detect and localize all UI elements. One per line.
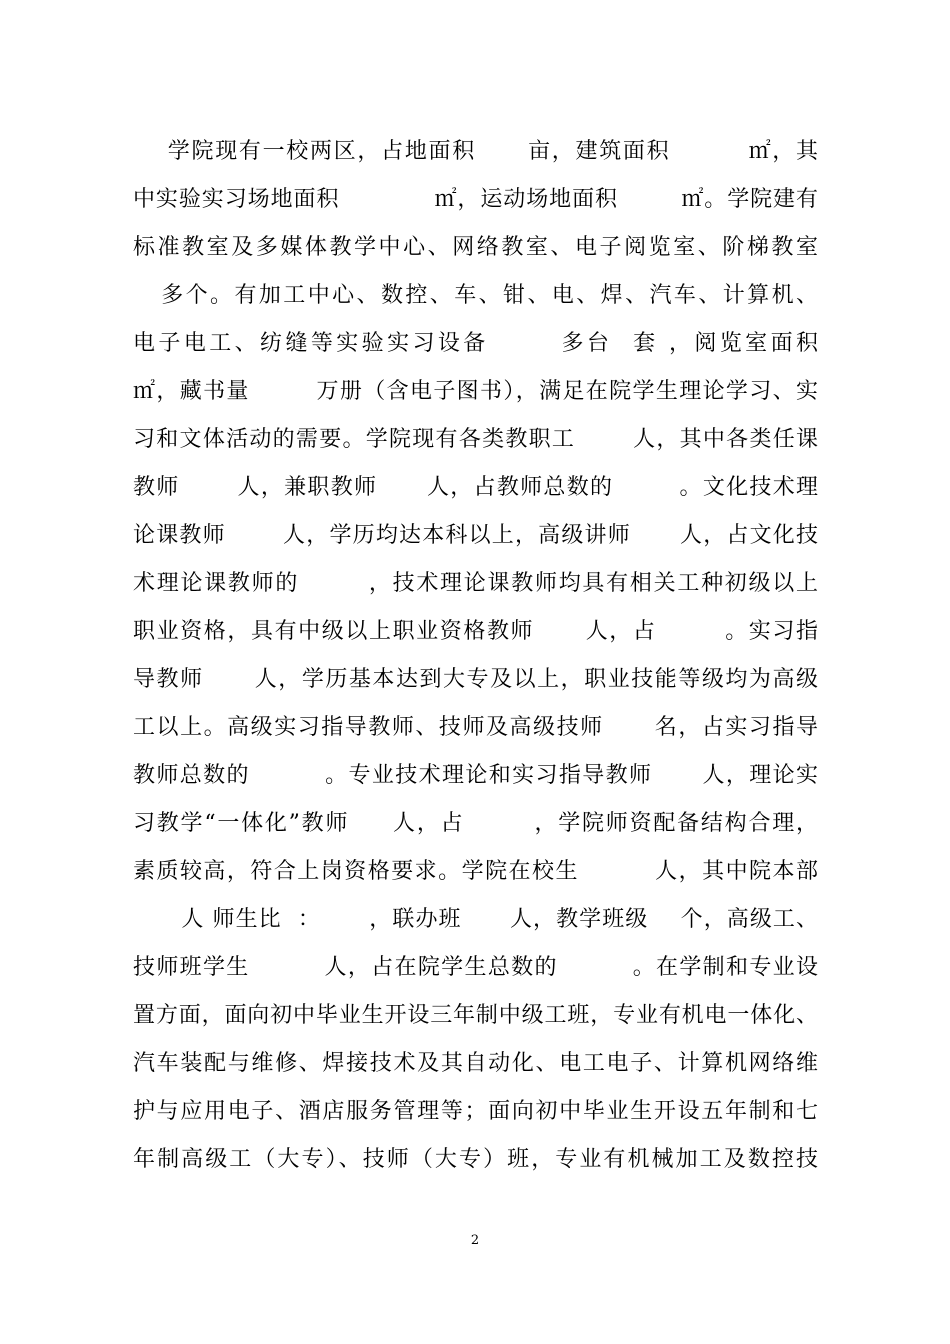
paragraph-line: 论课教师 人，学历均达本科以上，高级讲师 人，占文化技 xyxy=(133,523,818,548)
paragraph-line: ㎡，藏书量 万册（含电子图书），满足在院学生理论学习、实 xyxy=(133,379,818,404)
paragraph-line: 工以上。高级实习指导教师、技师及高级技师 名，占实习指导 xyxy=(133,715,818,740)
paragraph-line: 教师 人，兼职教师 人，占教师总数的 。文化技术理 xyxy=(133,475,818,500)
paragraph-line: 电子电工、纺缝等实验实习设备 多台 套 ，阅览室面积 xyxy=(133,331,818,356)
paragraph-line: 素质较高，符合上岗资格要求。学院在校生 人，其中院本部 xyxy=(133,859,818,884)
paragraph-line: 术理论课教师的 ，技术理论课教师均具有相关工种初级以上 xyxy=(133,571,818,596)
paragraph-line: 职业资格，具有中级以上职业资格教师 人，占 。实习指 xyxy=(133,619,818,644)
paragraph-line: 导教师 人，学历基本达到大专及以上，职业技能等级均为高级 xyxy=(133,667,818,692)
page-number: 2 xyxy=(470,1233,480,1248)
paragraph-line: 习教学“一体化”教师 人，占 ，学院师资配备结构合理， xyxy=(133,811,818,836)
paragraph-line: 年制高级工（大专）、技师（大专）班，专业有机械加工及数控技 xyxy=(133,1147,818,1172)
paragraph-line: 中实验实习场地面积 ㎡，运动场地面积 ㎡。学院建有 xyxy=(133,187,818,212)
paragraph-line: 多个。有加工中心、数控、车、钳、电、焊、汽车、计算机、 xyxy=(133,283,818,308)
paragraph-line: 置方面，面向初中毕业生开设三年制中级工班，专业有机电一体化、 xyxy=(133,1003,818,1028)
paragraph-line: 标准教室及多媒体教学中心、网络教室、电子阅览室、阶梯教室 xyxy=(133,235,818,260)
paragraph-line: 习和文体活动的需要。学院现有各类教职工 人，其中各类任课 xyxy=(133,427,818,452)
paragraph-line: 汽车装配与维修、焊接技术及其自动化、电工电子、计算机网络维 xyxy=(133,1051,818,1076)
paragraph-line: 教师总数的 。专业技术理论和实习指导教师 人，理论实 xyxy=(133,763,818,788)
paragraph-line: 人 师生比 ： ，联办班 人，教学班级 个，高级工、 xyxy=(133,907,818,932)
paragraph-line: 学院现有一校两区，占地面积 亩，建筑面积 ㎡，其 xyxy=(133,139,818,164)
paragraph-line: 技师班学生 人，占在院学生总数的 。在学制和专业设 xyxy=(133,955,818,980)
paragraph-line: 护与应用电子、酒店服务管理等；面向初中毕业生开设五年制和七 xyxy=(133,1099,818,1124)
